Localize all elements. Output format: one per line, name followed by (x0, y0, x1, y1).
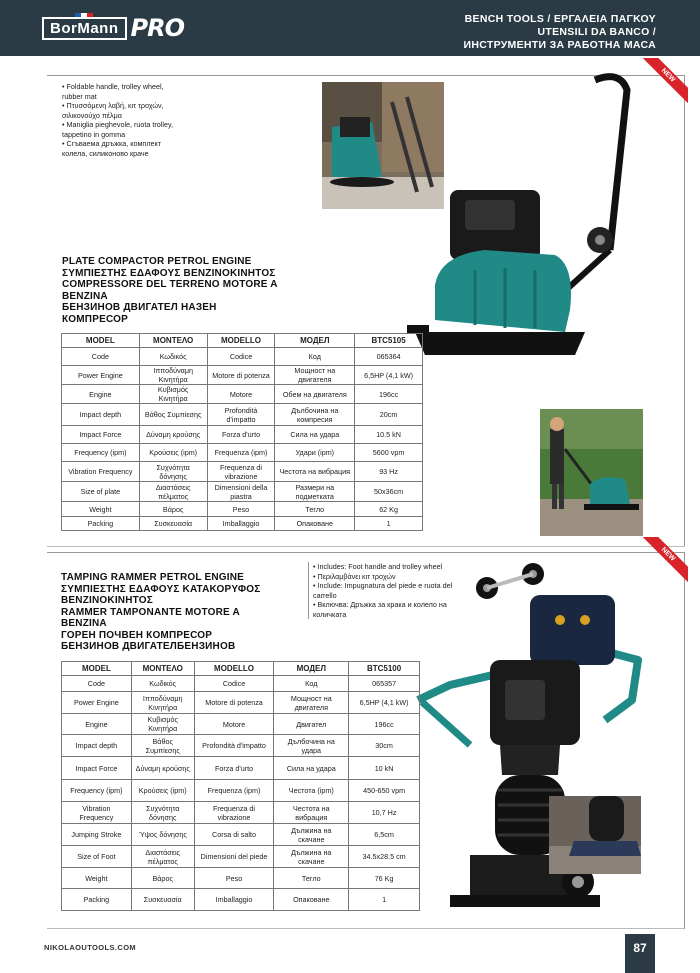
table-cell: Frequency (ipm) (62, 780, 132, 802)
column-header: MODEL (62, 662, 132, 676)
table-cell: 50x36cm (355, 482, 423, 502)
note-line: carrello (313, 590, 337, 600)
note-line: колела, силиконово краче (62, 148, 149, 158)
title-line: BENZINA (62, 290, 108, 302)
title-line: БЕНЗИНОВ ДВИГАТЕЛ НАЗЕН (62, 302, 217, 313)
table-row (62, 366, 423, 385)
table-cell: Peso (207, 502, 275, 517)
table-cell: Vibration Frequency (62, 462, 140, 482)
table-row (62, 444, 423, 462)
table-cell: Κυβισμός Κινητήρα (139, 385, 207, 404)
product-photo-in-use (540, 409, 643, 536)
table-cell: Сила на удара (275, 426, 355, 444)
title-line: ΒΕΝΖΙΝΟΚΙΝΗΤΟΣ (61, 595, 153, 606)
table-cell: Packing (62, 889, 132, 911)
column-header: МОДЕЛ (275, 334, 355, 348)
table-cell: Frequency (ipm) (62, 444, 140, 462)
table-cell: Κυβισμός Κινητήρα (131, 714, 194, 735)
table-cell: Frequenza (ipm) (207, 444, 275, 462)
table-cell: Motore (194, 714, 274, 735)
table-cell: 065364 (355, 348, 423, 366)
table-cell: Δύναμη κρούσης (131, 757, 194, 780)
table-cell: Дълбочина на удара (274, 735, 349, 757)
table-row (62, 385, 423, 404)
table-row (62, 348, 423, 366)
table-cell: Συχνότητα δόνησης (139, 462, 207, 482)
table-cell: Удари (ipm) (275, 444, 355, 462)
table-row (62, 676, 420, 692)
column-header: MODEL (62, 334, 140, 348)
table-cell: Packing (62, 517, 140, 531)
table-cell: 1 (349, 889, 420, 911)
table-cell: Codice (194, 676, 274, 692)
table-cell: Impact Force (62, 757, 132, 780)
table-cell: Тегло (274, 868, 349, 889)
table-cell: Мощност на двигателя (274, 692, 349, 714)
table-cell: 34.5x28.5 cm (349, 846, 420, 868)
table-cell: Impact Force (62, 426, 140, 444)
table-cell: Сила на удара (274, 757, 349, 780)
table-cell: 10.5 kN (355, 426, 423, 444)
title-line: ГОРЕН ПОЧВЕН КОМПРЕСОР (61, 629, 213, 641)
table-cell: Weight (62, 868, 132, 889)
column-header: BTC5100 (349, 662, 420, 676)
table-cell: Forza d'urto (194, 757, 274, 780)
table-cell: Двигател (274, 714, 349, 735)
table-cell: Power Engine (62, 366, 140, 385)
table-row (62, 868, 420, 889)
table-cell: Impact depth (62, 404, 140, 426)
table-row (62, 426, 423, 444)
note-line: • Сгъваема дръжка, комплект (62, 139, 162, 148)
table-cell: Code (62, 676, 132, 692)
table-cell: 6,5HP (4,1 kW) (355, 366, 423, 385)
note-line: • Maniglia pieghevole, ruota trolley, (62, 120, 174, 129)
spec-table (61, 333, 423, 531)
table-cell: Power Engine (62, 692, 132, 714)
table-cell: Profondità d'impatto (194, 735, 274, 757)
table-cell: Engine (62, 714, 132, 735)
category-line: ИНСТРУМЕНТИ ЗА РАБОТНА МАСА (463, 39, 656, 51)
table-cell: 065357 (349, 676, 420, 692)
table-row (62, 404, 423, 426)
table-cell: 6,5HP (4,1 kW) (349, 692, 420, 714)
table-cell: Дължина на скачане (274, 824, 349, 846)
table-header-row (62, 662, 420, 676)
note-line: • Includes: Foot handle and trolley wheel (313, 562, 443, 571)
table-cell: Forza d'urto (207, 426, 275, 444)
footer-url: NIKOLAOUTOOLS.COM (44, 943, 137, 952)
table-row (62, 889, 420, 911)
table-cell: Код (274, 676, 349, 692)
table-cell: Frequenza di vibrazione (207, 462, 275, 482)
table-cell: 93 Hz (355, 462, 423, 482)
table-row (62, 462, 423, 482)
table-row (62, 735, 420, 757)
new-badge: NEW (628, 537, 688, 597)
table-cell: Ιπποδύναμη Κινητήρα (139, 366, 207, 385)
table-cell: Размери на подметката (275, 482, 355, 502)
table-row (62, 482, 423, 502)
spec-table (61, 661, 420, 911)
table-cell: Опаковане (275, 517, 355, 531)
table-cell: Διαστάσεις πέλματος (139, 482, 207, 502)
table-cell: Συσκευασία (139, 517, 207, 531)
title-line: TAMPING RAMMER PETROL ENGINE (61, 572, 245, 583)
note-line: tappetino in gomma (62, 129, 126, 139)
product-notes (62, 82, 173, 158)
table-cell: Frequenza di vibrazione (194, 802, 274, 824)
table-row (62, 692, 420, 714)
column-header: MODELLO (207, 334, 275, 348)
table-cell: Size of Foot (62, 846, 132, 868)
column-header: ΜΟΝΤΕΛΟ (131, 662, 194, 676)
table-cell: 5600 vpm (355, 444, 423, 462)
category-heading (464, 13, 657, 52)
table-cell: Мощност на двигателя (275, 366, 355, 385)
table-cell: Engine (62, 385, 140, 404)
table-cell: Βάρος (139, 502, 207, 517)
note-line: • Включва: Дръжка за крака и колело на (313, 600, 447, 609)
table-cell: Βάθος Συμπίεσης (131, 735, 194, 757)
table-cell: Честота на вибрация (275, 462, 355, 482)
note-line: • Include: Impugnatura del piede e ruota del (313, 581, 453, 590)
product-title (62, 256, 278, 325)
column-header: ΜΟΝΤΕΛΟ (139, 334, 207, 348)
table-cell: Опаковане (274, 889, 349, 911)
table-cell: 20cm (355, 404, 423, 426)
column-header: MODELLO (194, 662, 274, 676)
title-line: ΣΥΜΠΙΕΣΤΗΣ ΕΔΑΦΟΥΣ ΚΑΤΑΚΟΡΥΦΟΣ (61, 583, 261, 595)
table-cell: Dimensioni della piastra (207, 482, 275, 502)
table-cell: Corsa di salto (194, 824, 274, 846)
table-cell: Jumping Stroke (62, 824, 132, 846)
table-cell: Обем на двигателя (275, 385, 355, 404)
table-cell: Δύναμη κρούσης (139, 426, 207, 444)
table-row (62, 802, 420, 824)
title-line: КОМПРЕСОР (62, 313, 128, 325)
table-row (62, 846, 420, 868)
table-cell: Συχνότητα δόνησης (131, 802, 194, 824)
table-cell: Дължина на скачане (274, 846, 349, 868)
table-row (62, 517, 423, 531)
brand-logo (42, 14, 184, 42)
table-cell: Imballaggio (194, 889, 274, 911)
table-cell: 76 Kg (349, 868, 420, 889)
table-cell: 10 kN (349, 757, 420, 780)
brand-name: BorMann (50, 19, 119, 37)
table-cell: Ύψος δόνησης (131, 824, 194, 846)
table-header-row (62, 334, 423, 348)
title-line: BENZINA (61, 618, 107, 629)
table-cell: Διαστάσεις πέλματος (131, 846, 194, 868)
rammer-foot-photo (549, 796, 641, 874)
table-cell: 62 Kg (355, 502, 423, 517)
table-cell: 10,7 Hz (349, 802, 420, 824)
brand-pro: PRO (130, 14, 184, 42)
table-row (62, 824, 420, 846)
table-cell: Честота (ipm) (274, 780, 349, 802)
table-row (62, 757, 420, 780)
table-cell: Dimensioni del piede (194, 846, 274, 868)
plate-compactor-image (395, 70, 635, 365)
table-cell: Βάρος (131, 868, 194, 889)
table-cell: Συσκευασία (131, 889, 194, 911)
table-cell: Честота на вибрация (274, 802, 349, 824)
table-cell: 450-650 vpm (349, 780, 420, 802)
title-line: RAMMER TAMPONANTE MOTORE A (61, 606, 240, 618)
column-header: BTC5105 (355, 334, 423, 348)
table-cell: 196cc (355, 385, 423, 404)
table-cell: 30cm (349, 735, 420, 757)
note-line: • Foldable handle, trolley wheel, (62, 82, 164, 91)
title-line: PLATE COMPACTOR PETROL ENGINE (62, 256, 252, 267)
table-cell: Motore di potenza (207, 366, 275, 385)
category-line: BENCH TOOLS / ΕΡΓΑΛΕΙΑ ΠΑΓΚΟΥ (464, 13, 656, 25)
note-line: • Πτυσσόμενη λαβή, κιτ τροχών, (62, 101, 164, 110)
table-cell: Κωδικός (131, 676, 194, 692)
table-cell: Motore (207, 385, 275, 404)
title-line: ΣΥΜΠΙΕΣΤΗΣ ΕΔΑΦΟΥΣ ΒΕΝΖΙΝΟΚΙΝΗΤΟΣ (62, 267, 276, 279)
product-title (61, 572, 260, 653)
table-cell: Frequenza (ipm) (194, 780, 274, 802)
table-cell: Код (275, 348, 355, 366)
table-cell: Vibration Frequency (62, 802, 132, 824)
note-line: количката (313, 609, 347, 619)
note-line: σιλικονούχο πέλμα (62, 110, 122, 120)
new-badge: NEW (628, 58, 688, 118)
table-cell: 1 (355, 517, 423, 531)
table-cell: Κωδικός (139, 348, 207, 366)
table-cell: 6,5cm (349, 824, 420, 846)
table-cell: Impact depth (62, 735, 132, 757)
table-row (62, 780, 420, 802)
title-line: COMPRESSORE DEL TERRENO MOTORE A (62, 279, 278, 290)
table-cell: Βάθος Συμπίεσης (139, 404, 207, 426)
note-line: rubber mat (62, 91, 97, 101)
table-cell: Size of plate (62, 482, 140, 502)
table-row (62, 714, 420, 735)
page-header (0, 0, 700, 56)
table-cell: 196cc (349, 714, 420, 735)
title-line: БЕНЗИНОВ ДВИГАТЕЛБЕНЗИНОВ (61, 641, 236, 652)
table-cell: Κρούσεις (ipm) (139, 444, 207, 462)
table-cell: Κρούσεις (ipm) (131, 780, 194, 802)
table-cell: Profondità d'impatto (207, 404, 275, 426)
table-cell: Imballaggio (207, 517, 275, 531)
table-cell: Motore di potenza (194, 692, 274, 714)
table-cell: Дълбочина на компресия (275, 404, 355, 426)
table-cell: Тегло (275, 502, 355, 517)
table-cell: Weight (62, 502, 140, 517)
table-cell: Ιπποδύναμη Κινητήρα (131, 692, 194, 714)
column-header: МОДЕЛ (274, 662, 349, 676)
table-row (62, 502, 423, 517)
table-cell: Peso (194, 868, 274, 889)
page-number: 87 (625, 934, 655, 973)
table-cell: Codice (207, 348, 275, 366)
note-line: • Περιλαμβάνει κιτ τροχών (313, 571, 396, 581)
table-cell: Code (62, 348, 140, 366)
category-line: UTENSILI DA BANCO / (537, 26, 656, 38)
